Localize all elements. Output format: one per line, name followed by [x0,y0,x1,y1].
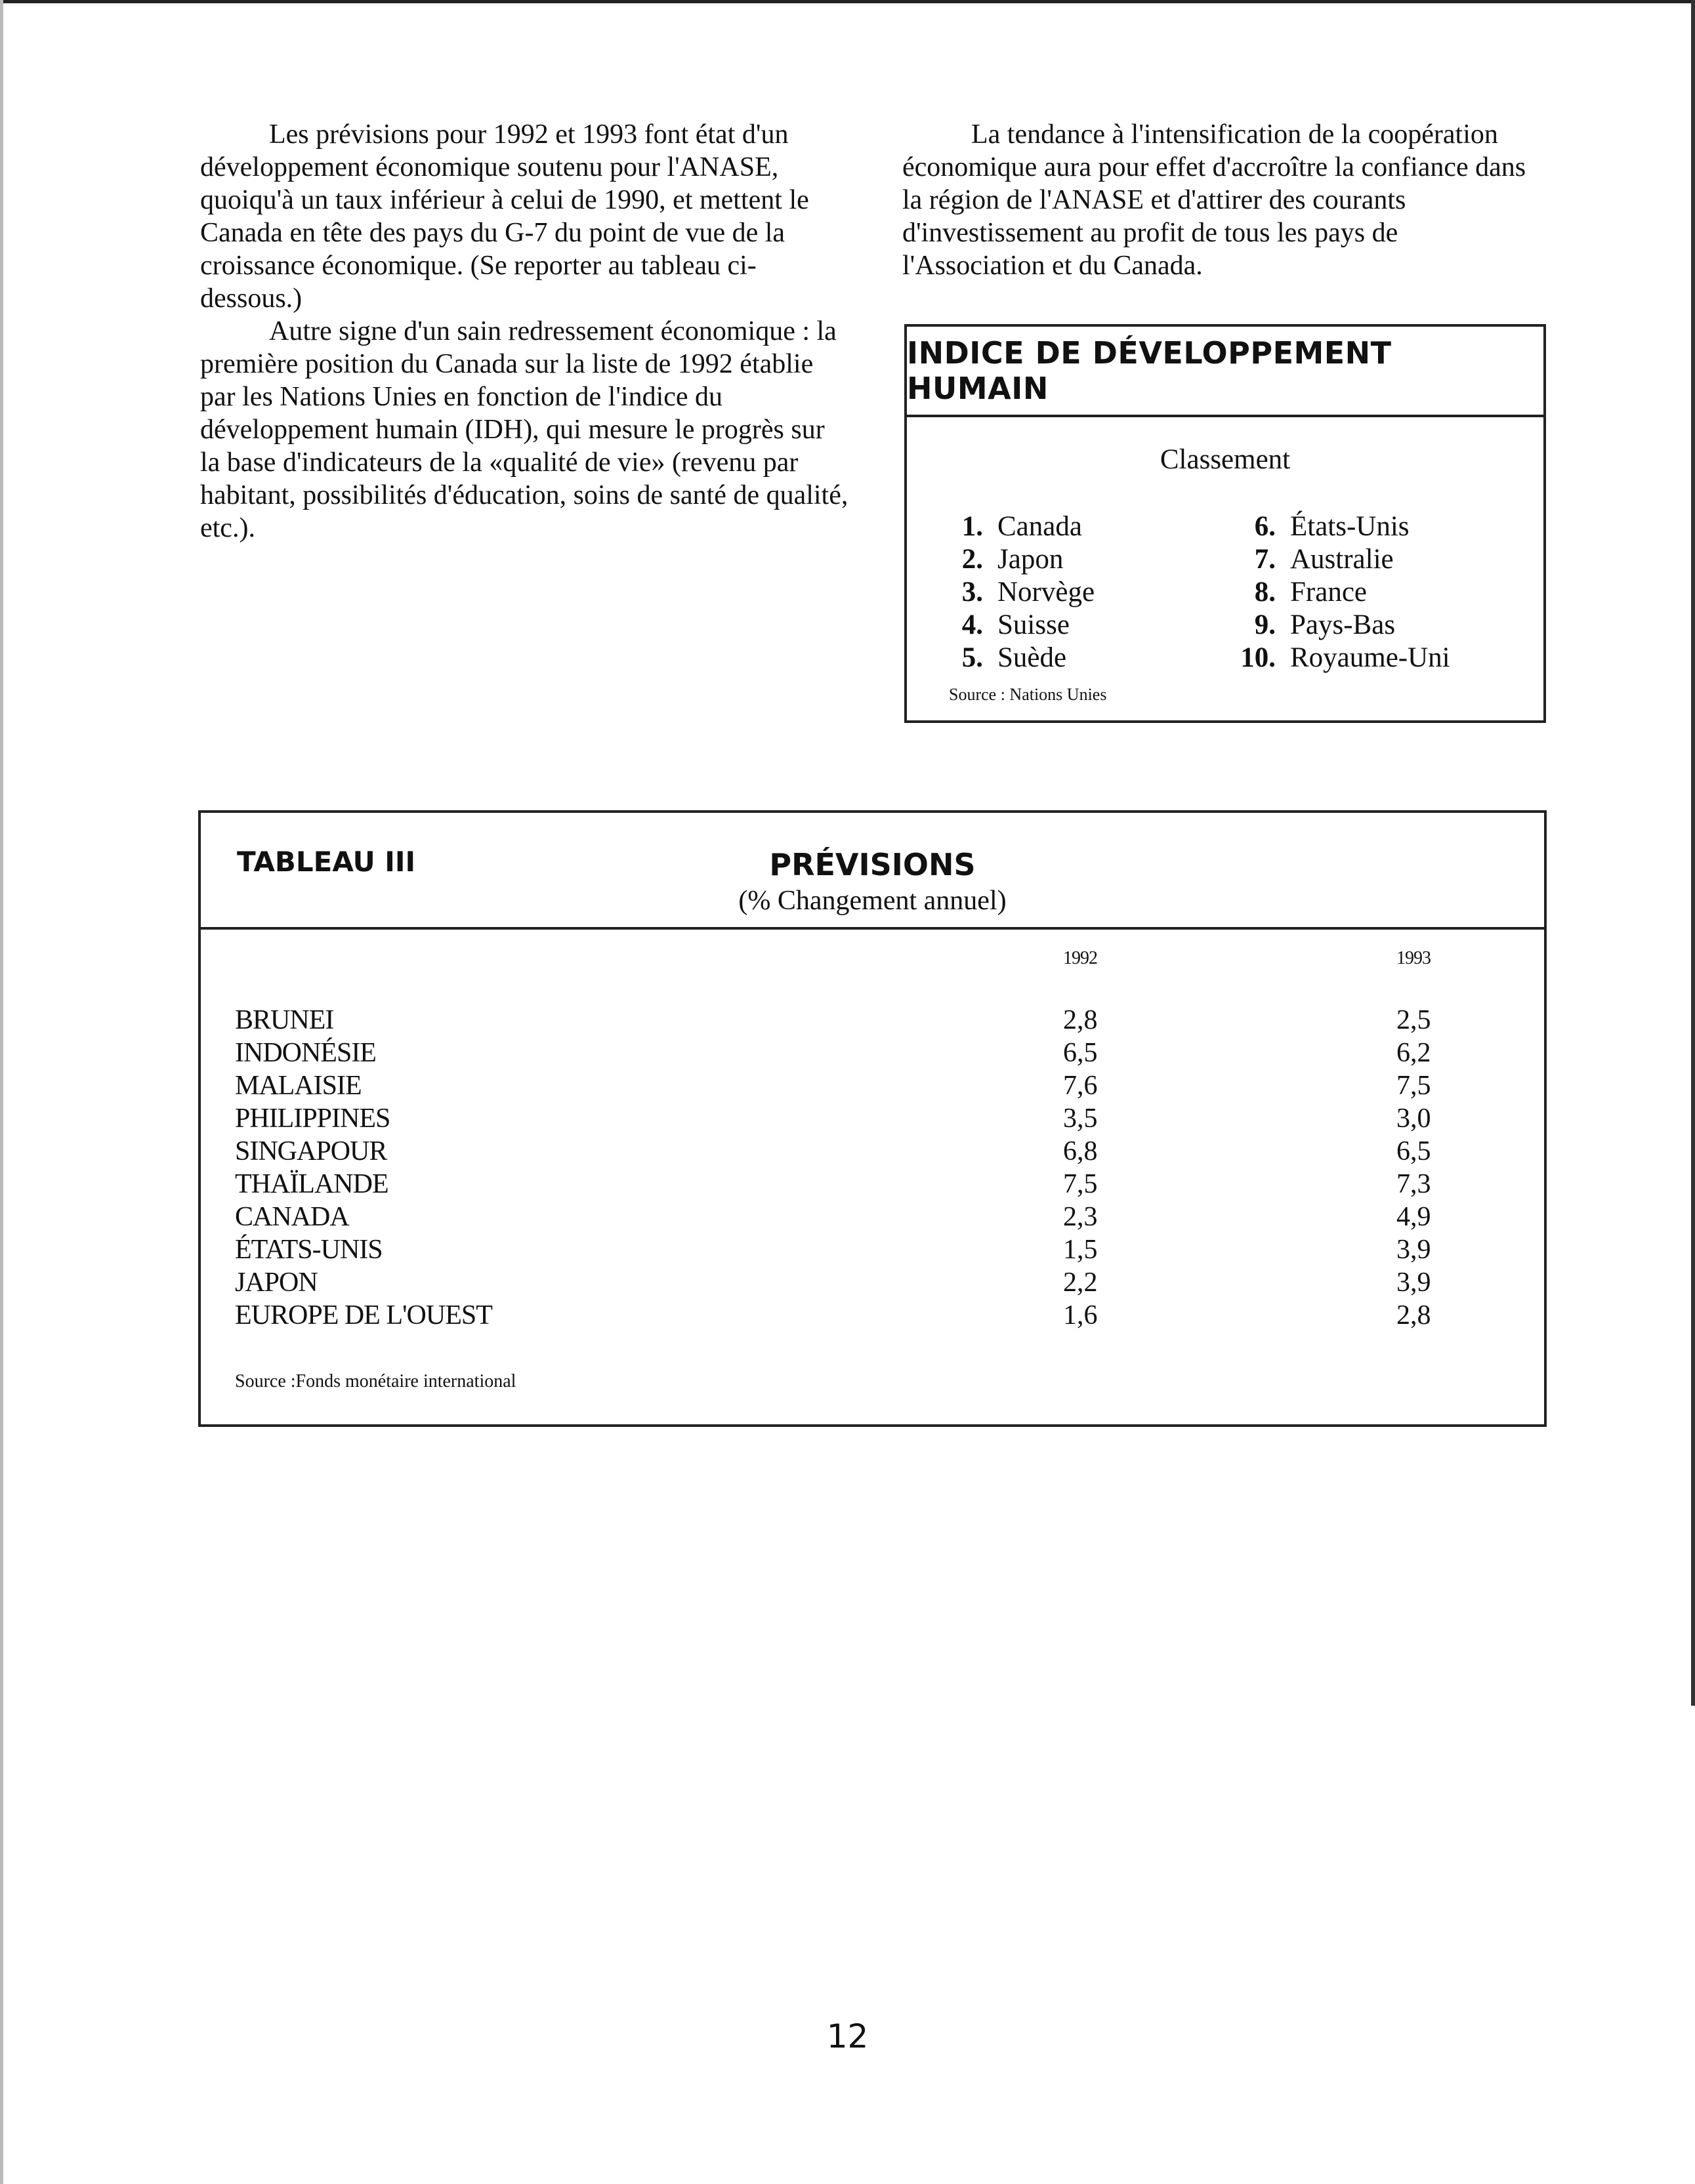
hdi-box [904,324,1546,723]
hdi-rank-item: 10. Royaume-Uni [1240,642,1450,673]
right-column-text [902,118,1545,282]
page-left-edge [0,0,3,2184]
table-row: BRUNEI 2,8 2,5 [235,1005,1431,1035]
table-row: MALAISIE 7,6 7,5 [235,1071,1431,1101]
table-row: ÉTATS-UNIS 1,5 3,9 [235,1235,1431,1265]
hdi-rank-item: 6. États-Unis [1254,511,1410,542]
hdi-rank-item: 7. Australie [1254,544,1394,575]
paragraph-hdi-ranking: Autre signe d'un sain redressement économique : la première position du Canada sur la liste de 1992 établie par les Nations Unies en fonction de l'indice du développement humain (IDH), qui mesure le progrès sur la base d'indicateurs de la «qualité de vie» (revenu par habitant, possibilités d'éducation, soins de santé de qualité, etc.). [200,316,848,543]
table-row: CANADA 2,3 4,9 [235,1202,1431,1232]
table-row: EUROPE DE L'OUEST 1,6 2,8 [235,1300,1431,1330]
column-header-1992: 1992 [1063,948,1097,968]
hdi-rank-item: 5. Suède [961,642,1067,673]
table-source-note: Source :Fonds monétaire international [235,1371,516,1391]
table-title: PRÉVISIONS [769,847,976,882]
hdi-rank-item: 4. Suisse [961,609,1070,640]
left-column-text [200,118,850,545]
table-row: JAPON 2,2 3,9 [235,1267,1431,1298]
table-label: TABLEAU III [237,846,416,878]
hdi-rank-item: 8. France [1254,577,1367,608]
hdi-rank-item: 1. Canada [961,511,1082,542]
hdi-rank-item: 3. Norvège [961,577,1095,608]
forecast-table-header [201,813,1544,930]
table-row: PHILIPPINES 3,5 3,0 [235,1103,1431,1134]
page-number: 12 [826,2017,869,2055]
page-right-edge [1691,0,1695,1706]
table-row: THAÏLANDE 7,5 7,3 [235,1169,1431,1199]
column-header-1993: 1993 [1396,948,1431,968]
hdi-rank-item: 9. Pays-Bas [1254,609,1396,640]
paragraph-cooperation: La tendance à l'intensification de la coopération économique aura pour effet d'accroître la confiance dans la région de l'ANASE et d'attirer des courants d'investissement au profit de tous les pays de l'Association et du Canada. [902,119,1526,281]
table-row: SINGAPOUR 6,8 6,5 [235,1136,1431,1166]
hdi-source-note: Source : Nations Unies [949,685,1107,704]
hdi-title: INDICE DE DÉVELOPPEMENT HUMAIN [907,327,1543,417]
page-top-border [0,0,1695,3]
table-row: INDONÉSIE 6,5 6,2 [235,1038,1431,1068]
paragraph-forecasts: Les prévisions pour 1992 et 1993 font état d'un développement économique soutenu pour l'ANASE, quoiqu'à un taux inférieur à celui de 1990, et mettent le Canada en tête des pays du G-7 du point de vue de la croissance économique. (Se reporter au tableau ci-dessous.) [200,119,809,314]
hdi-subtitle: Classement [1160,444,1291,475]
hdi-rank-item: 2. Japon [961,544,1064,575]
table-subtitle: (% Changement annuel) [738,886,1007,916]
